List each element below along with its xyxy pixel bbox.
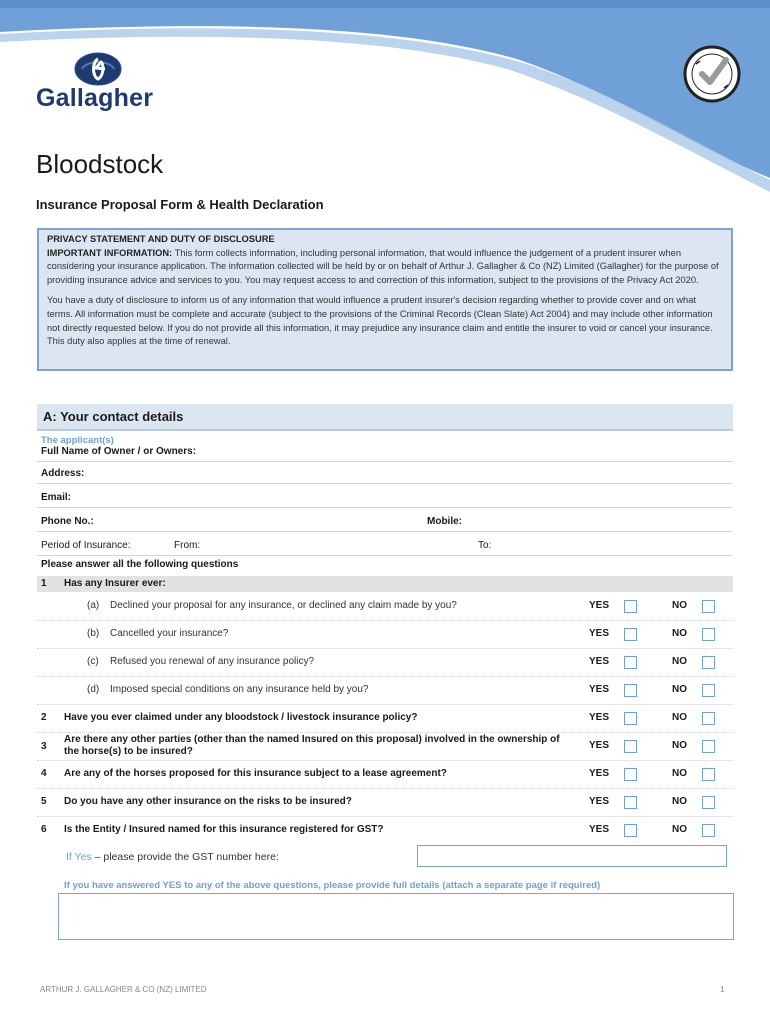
no-label: NO xyxy=(672,684,687,695)
gst-number-label xyxy=(66,851,279,863)
email-field[interactable] xyxy=(37,485,733,508)
please-answer-label: Please answer all the following questions xyxy=(41,559,239,570)
section-a-heading: A: Your contact details xyxy=(37,404,733,431)
privacy-paragraph-2: You have a duty of disclosure to inform us of any information that would influence a prudent insurer's decision regarding whether to provide cover and on what terms. All information must be complete and accurate (subject to the provisions of the Criminal Records (Clean Slate) Act 2004) and may include other information not directly requested below. If you do not provide all this information, it may prejudice any insurance claim and entitle the insurer to void or cancel your insurance. This duty also applies at the time of renewal. xyxy=(47,295,713,347)
no-checkbox[interactable] xyxy=(702,600,715,613)
gallagher-globe-icon xyxy=(74,52,122,86)
full-name-label: Full Name of Owner / or Owners: xyxy=(41,446,197,457)
footer-company: ARTHUR J. GALLAGHER & CO (NZ) LIMITED xyxy=(40,985,207,994)
period-label: Period of Insurance: xyxy=(41,540,131,551)
privacy-text-1: This form collects information, including personal information, that would influence the judgement of a prudent insurer when considering your insurance application. The information collected will be held by or on behalf of Arthur J. Gallagher & Co (NZ) Limited (Gallagher) for the purpose of providing insurance advice and services to you. You may request access to and correction of this information, subject to the provisions of the Privacy Act 2020. xyxy=(47,247,719,285)
question-2-row xyxy=(37,706,733,733)
question-1b-row xyxy=(37,622,733,649)
brand-name: Gallagher xyxy=(36,84,154,112)
page-subtitle: Insurance Proposal Form & Health Declaration xyxy=(36,197,324,212)
from-label: From: xyxy=(174,540,201,551)
no-checkbox[interactable] xyxy=(702,712,715,725)
no-checkbox[interactable] xyxy=(702,768,715,781)
yes-checkbox[interactable] xyxy=(624,684,637,697)
sub-text: Refused you renewal of any insurance policy? xyxy=(110,656,315,667)
question-1c-row xyxy=(37,650,733,677)
yes-checkbox[interactable] xyxy=(624,600,637,613)
sub-letter: (a) xyxy=(87,600,100,611)
no-label: NO xyxy=(672,600,687,611)
yes-label: YES xyxy=(589,684,610,695)
phone-label: Phone No.: xyxy=(41,516,94,527)
member-badge-icon xyxy=(682,44,742,104)
mobile-label: Mobile: xyxy=(427,516,462,527)
yes-label: YES xyxy=(589,600,610,611)
yes-label: YES xyxy=(589,656,610,667)
address-label: Address: xyxy=(41,468,85,479)
yes-checkbox[interactable] xyxy=(624,768,637,781)
no-label: NO xyxy=(672,712,687,723)
question-text: Is the Entity / Insured named for this insurance registered for GST? xyxy=(64,824,384,835)
question-text: Have you ever claimed under any bloodstock / livestock insurance policy? xyxy=(64,712,418,723)
question-6-row xyxy=(37,818,733,844)
period-field[interactable] xyxy=(37,533,733,556)
no-label: NO xyxy=(672,768,687,779)
applicants-label: The applicant(s) xyxy=(41,435,114,446)
question-number: 6 xyxy=(41,824,47,835)
question-4-row xyxy=(37,762,733,789)
yes-checkbox[interactable] xyxy=(624,656,637,669)
full-name-field[interactable] xyxy=(37,439,733,462)
question-text: Are any of the horses proposed for this insurance subject to a lease agreement? xyxy=(64,768,447,779)
question-1d-row xyxy=(37,678,733,705)
question-number: 5 xyxy=(41,796,47,807)
yes-label: YES xyxy=(589,712,610,723)
yes-label: YES xyxy=(589,768,610,779)
yes-checkbox[interactable] xyxy=(624,628,637,641)
sub-text: Cancelled your insurance? xyxy=(110,628,229,639)
no-checkbox[interactable] xyxy=(702,824,715,837)
sub-text: Declined your proposal for any insurance, or declined any claim made by you? xyxy=(110,600,457,611)
no-label: NO xyxy=(672,656,687,667)
no-checkbox[interactable] xyxy=(702,628,715,641)
yes-label: YES xyxy=(589,796,610,807)
no-checkbox[interactable] xyxy=(702,740,715,753)
yes-label: YES xyxy=(589,824,610,835)
no-checkbox[interactable] xyxy=(702,796,715,809)
question-text: Do you have any other insurance on the risks to be insured? xyxy=(64,796,352,807)
details-textarea[interactable] xyxy=(58,893,734,940)
if-yes-text: If Yes xyxy=(66,851,92,863)
question-number: 2 xyxy=(41,712,47,723)
details-label: If you have answered YES to any of the above questions, please provide full details (attach a separate page if required) xyxy=(64,880,601,891)
sub-letter: (b) xyxy=(87,628,100,639)
question-number: 1 xyxy=(41,578,47,589)
question-5-row xyxy=(37,790,733,817)
sub-letter: (c) xyxy=(87,656,99,667)
gst-prompt-text: – please provide the GST number here: xyxy=(91,851,279,863)
yes-checkbox[interactable] xyxy=(624,824,637,837)
gst-number-input[interactable] xyxy=(417,845,727,867)
question-1a-row xyxy=(37,594,733,621)
question-1-header xyxy=(37,576,733,592)
privacy-paragraph-1 xyxy=(47,247,723,288)
question-number: 4 xyxy=(41,768,47,779)
sub-text: Imposed special conditions on any insurance held by you? xyxy=(110,684,369,695)
yes-checkbox[interactable] xyxy=(624,740,637,753)
page-title: Bloodstock xyxy=(36,149,164,179)
privacy-heading: PRIVACY STATEMENT AND DUTY OF DISCLOSURE xyxy=(47,234,275,244)
no-label: NO xyxy=(672,824,687,835)
no-label: NO xyxy=(672,740,687,751)
no-label: NO xyxy=(672,628,687,639)
question-text: Are there any other parties (other than the named Insured on this proposal) involved in the ownership of the horse(s) to be insured? xyxy=(64,734,560,757)
question-number: 3 xyxy=(41,741,47,752)
to-label: To: xyxy=(478,540,492,551)
no-checkbox[interactable] xyxy=(702,656,715,669)
yes-checkbox[interactable] xyxy=(624,712,637,725)
important-label: IMPORTANT INFORMATION: xyxy=(47,247,173,258)
yes-label: YES xyxy=(589,740,610,751)
question-3-row xyxy=(37,734,733,761)
yes-label: YES xyxy=(589,628,610,639)
page-number: 1 xyxy=(720,985,725,994)
no-checkbox[interactable] xyxy=(702,684,715,697)
address-field[interactable] xyxy=(37,461,733,484)
email-label: Email: xyxy=(41,492,72,503)
yes-checkbox[interactable] xyxy=(624,796,637,809)
sub-letter: (d) xyxy=(87,684,100,695)
no-label: NO xyxy=(672,796,687,807)
privacy-statement-box xyxy=(37,228,733,371)
question-text: Has any Insurer ever: xyxy=(64,578,166,589)
phone-field[interactable] xyxy=(37,509,733,532)
